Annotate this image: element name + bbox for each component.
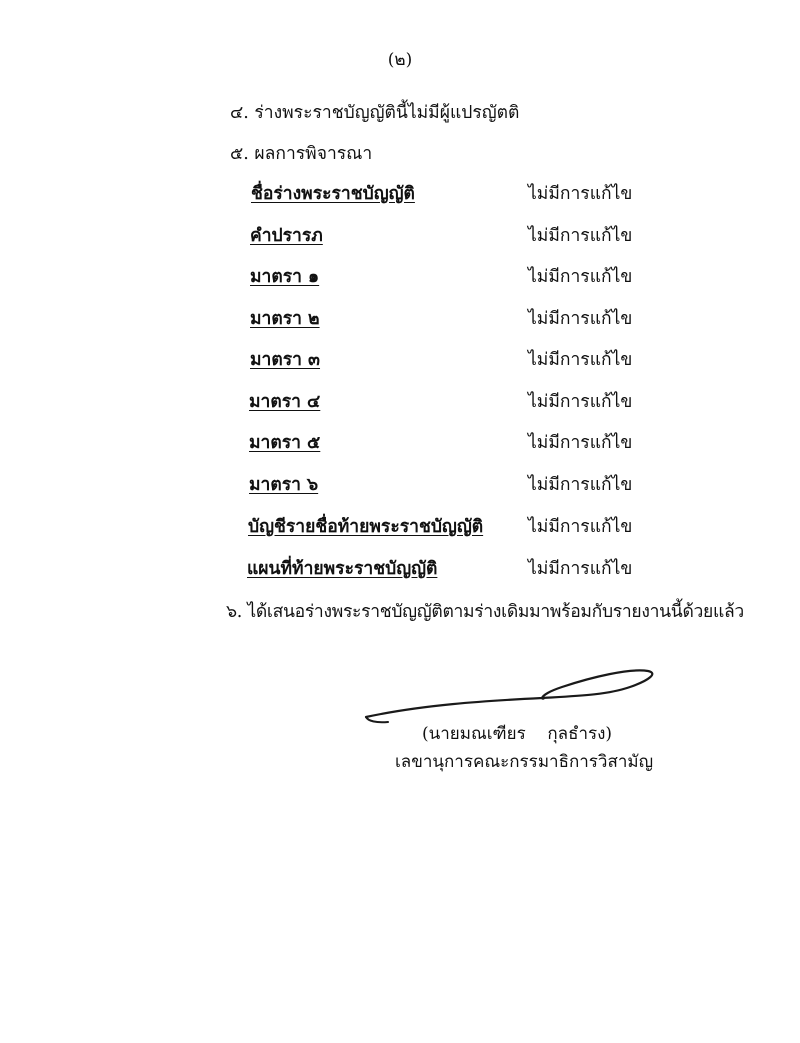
result-row [0,473,800,503]
result-row [0,348,800,378]
item-5-consideration-results: ๕. ผลการพิจารณา [230,144,373,164]
result-label: มาตรา ๒ [250,309,320,329]
result-status: ไม่มีการแก้ไข [528,475,633,495]
result-row [0,515,800,545]
result-row [0,265,800,295]
result-label: บัญชีรายชื่อท้ายพระราชบัญญัติ [248,517,484,537]
result-row [0,390,800,420]
result-row [0,224,800,254]
result-label: มาตรา ๖ [249,475,319,495]
result-status: ไม่มีการแก้ไข [528,184,633,204]
result-status: ไม่มีการแก้ไข [528,433,633,453]
result-row [0,182,800,212]
signer-title: เลขานุการคณะกรรมาธิการวิสามัญ [395,752,654,772]
result-status: ไม่มีการแก้ไข [528,559,633,579]
result-label: มาตรา ๔ [249,392,321,412]
result-status: ไม่มีการแก้ไข [528,226,633,246]
result-status: ไม่มีการแก้ไข [528,350,633,370]
result-label: มาตรา ๕ [249,433,321,453]
result-row [0,431,800,461]
signer-name: (นายมณเฑียร กุลธำรง) [422,724,613,744]
page-number: (๒) [387,50,413,70]
result-label: มาตรา ๑ [250,267,320,287]
result-status: ไม่มีการแก้ไข [528,309,633,329]
result-status: ไม่มีการแก้ไข [528,517,633,537]
result-label: แผนที่ท้ายพระราชบัญญัติ [247,559,438,579]
result-row [0,307,800,337]
item-4-no-amendment-proposals: ๔. ร่างพระราชบัญญัตินี้ไม่มีผู้แปรญัตติ [230,103,520,123]
result-label: คำปรารภ [250,226,323,246]
result-label: มาตรา ๓ [250,350,321,370]
item-6-original-draft-attached: ๖. ได้เสนอร่างพระราชบัญญัติตามร่างเดิมมาพร้อมกับรายงานนี้ด้วยแล้ว [226,602,744,622]
result-status: ไม่มีการแก้ไข [528,267,633,287]
result-label: ชื่อร่างพระราชบัญญัติ [251,184,415,204]
result-status: ไม่มีการแก้ไข [528,392,633,412]
result-row [0,557,800,587]
